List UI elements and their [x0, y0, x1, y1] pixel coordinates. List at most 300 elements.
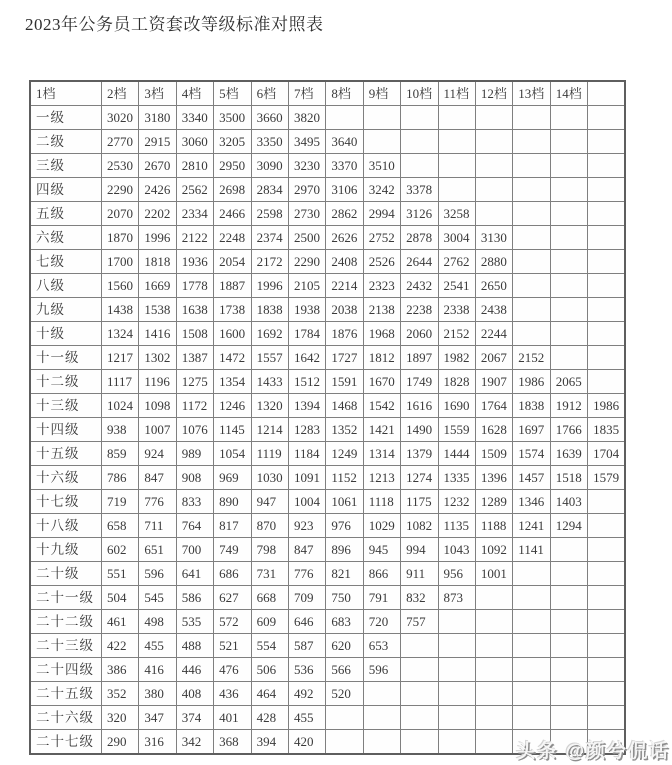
- value-cell: 776: [139, 490, 176, 514]
- value-cell: [550, 322, 587, 346]
- row-label-cell: 十五级: [30, 442, 102, 466]
- value-cell: 653: [363, 634, 400, 658]
- value-cell: 2526: [363, 250, 400, 274]
- value-cell: 1559: [438, 418, 475, 442]
- value-cell: 1135: [438, 514, 475, 538]
- value-cell: 798: [251, 538, 288, 562]
- value-cell: 2562: [176, 178, 213, 202]
- value-cell: [550, 658, 587, 682]
- header-cell-grade-1: 1档: [30, 81, 102, 106]
- value-cell: 2070: [102, 202, 139, 226]
- table-row: [30, 226, 625, 250]
- value-cell: 1302: [139, 346, 176, 370]
- value-cell: 791: [363, 586, 400, 610]
- value-cell: [438, 658, 475, 682]
- value-cell: 498: [139, 610, 176, 634]
- value-cell: [588, 250, 625, 274]
- value-cell: 2290: [102, 178, 139, 202]
- value-cell: 1616: [401, 394, 438, 418]
- value-cell: 587: [288, 634, 325, 658]
- value-cell: 1352: [326, 418, 363, 442]
- value-cell: 3126: [401, 202, 438, 226]
- value-cell: [401, 730, 438, 755]
- row-label-cell: 二十六级: [30, 706, 102, 730]
- value-cell: [550, 538, 587, 562]
- value-cell: [438, 610, 475, 634]
- value-cell: [550, 250, 587, 274]
- value-cell: 476: [214, 658, 251, 682]
- row-label-cell: 八级: [30, 274, 102, 298]
- value-cell: 3340: [176, 106, 213, 130]
- value-cell: 1897: [401, 346, 438, 370]
- value-cell: 989: [176, 442, 213, 466]
- value-cell: 2650: [475, 274, 512, 298]
- value-cell: 2810: [176, 154, 213, 178]
- value-cell: 551: [102, 562, 139, 586]
- value-cell: [363, 706, 400, 730]
- value-cell: 602: [102, 538, 139, 562]
- row-label-cell: 二级: [30, 130, 102, 154]
- value-cell: 1196: [139, 370, 176, 394]
- value-cell: [588, 178, 625, 202]
- value-cell: 3180: [139, 106, 176, 130]
- value-cell: 711: [139, 514, 176, 538]
- value-cell: [588, 274, 625, 298]
- value-cell: 1217: [102, 346, 139, 370]
- value-cell: 1669: [139, 274, 176, 298]
- row-label-cell: 五级: [30, 202, 102, 226]
- value-cell: 1784: [288, 322, 325, 346]
- value-cell: 866: [363, 562, 400, 586]
- value-cell: 1457: [513, 466, 550, 490]
- header-cell: [588, 81, 625, 106]
- row-label-cell: 十级: [30, 322, 102, 346]
- value-cell: 455: [288, 706, 325, 730]
- value-cell: 1579: [588, 466, 625, 490]
- value-cell: [513, 634, 550, 658]
- value-cell: 1490: [401, 418, 438, 442]
- value-cell: 1232: [438, 490, 475, 514]
- value-cell: 1472: [214, 346, 251, 370]
- value-cell: [588, 130, 625, 154]
- value-cell: 2067: [475, 346, 512, 370]
- value-cell: 1024: [102, 394, 139, 418]
- value-cell: 1835: [588, 418, 625, 442]
- value-cell: 890: [214, 490, 251, 514]
- value-cell: 683: [326, 610, 363, 634]
- value-cell: 2698: [214, 178, 251, 202]
- value-cell: [588, 562, 625, 586]
- value-cell: 2752: [363, 226, 400, 250]
- value-cell: 461: [102, 610, 139, 634]
- table-row: [30, 562, 625, 586]
- value-cell: 1727: [326, 346, 363, 370]
- value-cell: 1091: [288, 466, 325, 490]
- header-cell: 9档: [363, 81, 400, 106]
- value-cell: 947: [251, 490, 288, 514]
- value-cell: [588, 346, 625, 370]
- value-cell: 1246: [214, 394, 251, 418]
- value-cell: [588, 322, 625, 346]
- value-cell: 1766: [550, 418, 587, 442]
- value-cell: 3060: [176, 130, 213, 154]
- value-cell: 2880: [475, 250, 512, 274]
- value-cell: 455: [139, 634, 176, 658]
- value-cell: 504: [102, 586, 139, 610]
- value-cell: [550, 202, 587, 226]
- value-cell: 1335: [438, 466, 475, 490]
- value-cell: 2248: [214, 226, 251, 250]
- value-cell: [513, 658, 550, 682]
- value-cell: 2323: [363, 274, 400, 298]
- value-cell: [438, 706, 475, 730]
- value-cell: 1289: [475, 490, 512, 514]
- value-cell: 1982: [438, 346, 475, 370]
- watermark: 头条 @颜兮侃话: [516, 741, 670, 762]
- table-row: [30, 706, 625, 730]
- value-cell: [588, 514, 625, 538]
- value-cell: 833: [176, 490, 213, 514]
- header-cell: 5档: [214, 81, 251, 106]
- value-cell: 2530: [102, 154, 139, 178]
- value-cell: 1001: [475, 562, 512, 586]
- table-body: [30, 106, 625, 755]
- row-label-cell: 十二级: [30, 370, 102, 394]
- value-cell: 2105: [288, 274, 325, 298]
- row-label-cell: 十一级: [30, 346, 102, 370]
- value-cell: [588, 370, 625, 394]
- value-cell: [513, 202, 550, 226]
- value-cell: [438, 178, 475, 202]
- value-cell: 1468: [326, 394, 363, 418]
- value-cell: [550, 178, 587, 202]
- value-cell: 3640: [326, 130, 363, 154]
- value-cell: [401, 106, 438, 130]
- value-cell: [326, 730, 363, 755]
- value-cell: 1029: [363, 514, 400, 538]
- row-label-cell: 六级: [30, 226, 102, 250]
- table-row: [30, 610, 625, 634]
- value-cell: [475, 634, 512, 658]
- value-cell: 1054: [214, 442, 251, 466]
- value-cell: 2994: [363, 202, 400, 226]
- value-cell: 2214: [326, 274, 363, 298]
- value-cell: 700: [176, 538, 213, 562]
- value-cell: [550, 298, 587, 322]
- value-cell: [588, 154, 625, 178]
- value-cell: [550, 586, 587, 610]
- value-cell: 609: [251, 610, 288, 634]
- value-cell: 1907: [475, 370, 512, 394]
- value-cell: 1433: [251, 370, 288, 394]
- value-cell: 368: [214, 730, 251, 755]
- value-cell: 873: [438, 586, 475, 610]
- value-cell: [588, 610, 625, 634]
- value-cell: [475, 202, 512, 226]
- value-cell: 847: [139, 466, 176, 490]
- value-cell: 1838: [513, 394, 550, 418]
- row-label-cell: 二十二级: [30, 610, 102, 634]
- table-row: [30, 274, 625, 298]
- value-cell: [475, 154, 512, 178]
- table-row: [30, 418, 625, 442]
- value-cell: 3242: [363, 178, 400, 202]
- header-cell: 10档: [401, 81, 438, 106]
- value-cell: [401, 130, 438, 154]
- value-cell: 596: [139, 562, 176, 586]
- table-row: [30, 346, 625, 370]
- row-label-cell: 二十级: [30, 562, 102, 586]
- value-cell: 1007: [139, 418, 176, 442]
- value-cell: 3106: [326, 178, 363, 202]
- value-cell: 2408: [326, 250, 363, 274]
- salary-grade-table: [29, 80, 626, 755]
- value-cell: [550, 634, 587, 658]
- value-cell: [438, 130, 475, 154]
- value-cell: 1600: [214, 322, 251, 346]
- value-cell: [513, 274, 550, 298]
- value-cell: 1396: [475, 466, 512, 490]
- header-cell: 14档: [550, 81, 587, 106]
- value-cell: 596: [363, 658, 400, 682]
- value-cell: 572: [214, 610, 251, 634]
- value-cell: 2915: [139, 130, 176, 154]
- header-cell: 12档: [475, 81, 512, 106]
- value-cell: [438, 106, 475, 130]
- value-cell: [588, 202, 625, 226]
- header-cell: 11档: [438, 81, 475, 106]
- row-label-cell: 九级: [30, 298, 102, 322]
- value-cell: 1557: [251, 346, 288, 370]
- value-cell: 2541: [438, 274, 475, 298]
- value-cell: 3004: [438, 226, 475, 250]
- value-cell: 428: [251, 706, 288, 730]
- table-row: [30, 202, 625, 226]
- value-cell: [588, 682, 625, 706]
- value-cell: [550, 130, 587, 154]
- value-cell: 1213: [363, 466, 400, 490]
- value-cell: 641: [176, 562, 213, 586]
- value-cell: 924: [139, 442, 176, 466]
- value-cell: [513, 226, 550, 250]
- value-cell: 3230: [288, 154, 325, 178]
- value-cell: 1274: [401, 466, 438, 490]
- value-cell: 3350: [251, 130, 288, 154]
- value-cell: 3820: [288, 106, 325, 130]
- value-cell: 1030: [251, 466, 288, 490]
- value-cell: [401, 658, 438, 682]
- value-cell: 1403: [550, 490, 587, 514]
- value-cell: 1764: [475, 394, 512, 418]
- value-cell: 786: [102, 466, 139, 490]
- value-cell: [550, 154, 587, 178]
- table-row: [30, 634, 625, 658]
- row-label-cell: 三级: [30, 154, 102, 178]
- value-cell: 2290: [288, 250, 325, 274]
- value-cell: 658: [102, 514, 139, 538]
- table-row: [30, 154, 625, 178]
- value-cell: [438, 154, 475, 178]
- value-cell: 1870: [102, 226, 139, 250]
- value-cell: [588, 706, 625, 730]
- value-cell: 1249: [326, 442, 363, 466]
- value-cell: [588, 298, 625, 322]
- table-row: [30, 514, 625, 538]
- value-cell: [588, 106, 625, 130]
- value-cell: 1638: [176, 298, 213, 322]
- value-cell: 1986: [513, 370, 550, 394]
- value-cell: 1508: [176, 322, 213, 346]
- row-label-cell: 十六级: [30, 466, 102, 490]
- table-row: [30, 538, 625, 562]
- header-cell: 6档: [251, 81, 288, 106]
- value-cell: 3510: [363, 154, 400, 178]
- value-cell: 1119: [251, 442, 288, 466]
- value-cell: 1738: [214, 298, 251, 322]
- value-cell: 956: [438, 562, 475, 586]
- value-cell: 492: [288, 682, 325, 706]
- row-label-cell: 七级: [30, 250, 102, 274]
- value-cell: 776: [288, 562, 325, 586]
- value-cell: 1986: [588, 394, 625, 418]
- value-cell: 646: [288, 610, 325, 634]
- value-cell: [588, 586, 625, 610]
- value-cell: 1188: [475, 514, 512, 538]
- value-cell: 2065: [550, 370, 587, 394]
- value-cell: [401, 706, 438, 730]
- value-cell: 3020: [102, 106, 139, 130]
- value-cell: 2466: [214, 202, 251, 226]
- value-cell: 1004: [288, 490, 325, 514]
- value-cell: [550, 610, 587, 634]
- value-cell: [363, 106, 400, 130]
- header-row: [30, 81, 625, 106]
- value-cell: [588, 658, 625, 682]
- value-cell: [475, 130, 512, 154]
- value-cell: 1061: [326, 490, 363, 514]
- value-cell: 686: [214, 562, 251, 586]
- value-cell: [550, 562, 587, 586]
- value-cell: 627: [214, 586, 251, 610]
- value-cell: 521: [214, 634, 251, 658]
- table-row: [30, 490, 625, 514]
- value-cell: 1387: [176, 346, 213, 370]
- table-row: [30, 130, 625, 154]
- value-cell: 1346: [513, 490, 550, 514]
- value-cell: 1690: [438, 394, 475, 418]
- value-cell: [475, 658, 512, 682]
- value-cell: 3090: [251, 154, 288, 178]
- value-cell: 535: [176, 610, 213, 634]
- value-cell: 1241: [513, 514, 550, 538]
- value-cell: 342: [176, 730, 213, 755]
- value-cell: 1996: [139, 226, 176, 250]
- value-cell: 821: [326, 562, 363, 586]
- value-cell: 1172: [176, 394, 213, 418]
- value-cell: 969: [214, 466, 251, 490]
- value-cell: 566: [326, 658, 363, 682]
- value-cell: [401, 682, 438, 706]
- value-cell: 938: [102, 418, 139, 442]
- value-cell: 911: [401, 562, 438, 586]
- value-cell: 1294: [550, 514, 587, 538]
- value-cell: 2202: [139, 202, 176, 226]
- value-cell: 2138: [363, 298, 400, 322]
- value-cell: 3500: [214, 106, 251, 130]
- value-cell: 620: [326, 634, 363, 658]
- value-cell: 352: [102, 682, 139, 706]
- value-cell: [550, 706, 587, 730]
- value-cell: 422: [102, 634, 139, 658]
- header-cell: 4档: [176, 81, 213, 106]
- value-cell: [438, 730, 475, 755]
- value-cell: [475, 178, 512, 202]
- value-cell: 1828: [438, 370, 475, 394]
- value-cell: 1320: [251, 394, 288, 418]
- value-cell: [401, 154, 438, 178]
- value-cell: 832: [401, 586, 438, 610]
- value-cell: 945: [363, 538, 400, 562]
- value-cell: 1538: [139, 298, 176, 322]
- value-cell: [588, 226, 625, 250]
- value-cell: [513, 322, 550, 346]
- value-cell: [363, 730, 400, 755]
- value-cell: 2338: [438, 298, 475, 322]
- value-cell: 1518: [550, 466, 587, 490]
- value-cell: 1749: [401, 370, 438, 394]
- value-cell: 536: [288, 658, 325, 682]
- value-cell: [401, 634, 438, 658]
- value-cell: [550, 106, 587, 130]
- value-cell: 750: [326, 586, 363, 610]
- value-cell: 1145: [214, 418, 251, 442]
- value-cell: [513, 586, 550, 610]
- value-cell: [475, 586, 512, 610]
- value-cell: [363, 130, 400, 154]
- value-cell: 586: [176, 586, 213, 610]
- value-cell: [475, 682, 512, 706]
- value-cell: 464: [251, 682, 288, 706]
- value-cell: 316: [139, 730, 176, 755]
- value-cell: [326, 706, 363, 730]
- value-cell: 1628: [475, 418, 512, 442]
- value-cell: 1512: [288, 370, 325, 394]
- value-cell: 3258: [438, 202, 475, 226]
- value-cell: 394: [251, 730, 288, 755]
- value-cell: [588, 538, 625, 562]
- value-cell: 1354: [214, 370, 251, 394]
- value-cell: 2862: [326, 202, 363, 226]
- value-cell: 2244: [475, 322, 512, 346]
- value-cell: 2038: [326, 298, 363, 322]
- value-cell: [475, 106, 512, 130]
- row-label-cell: 十七级: [30, 490, 102, 514]
- value-cell: 2054: [214, 250, 251, 274]
- header-cell: 7档: [288, 81, 325, 106]
- value-cell: 1314: [363, 442, 400, 466]
- value-cell: 2152: [513, 346, 550, 370]
- value-cell: 1591: [326, 370, 363, 394]
- value-cell: 1560: [102, 274, 139, 298]
- value-cell: 2770: [102, 130, 139, 154]
- value-cell: 545: [139, 586, 176, 610]
- value-cell: 1444: [438, 442, 475, 466]
- value-cell: [513, 250, 550, 274]
- value-cell: 1184: [288, 442, 325, 466]
- value-cell: 2644: [401, 250, 438, 274]
- table-row: [30, 442, 625, 466]
- value-cell: [550, 274, 587, 298]
